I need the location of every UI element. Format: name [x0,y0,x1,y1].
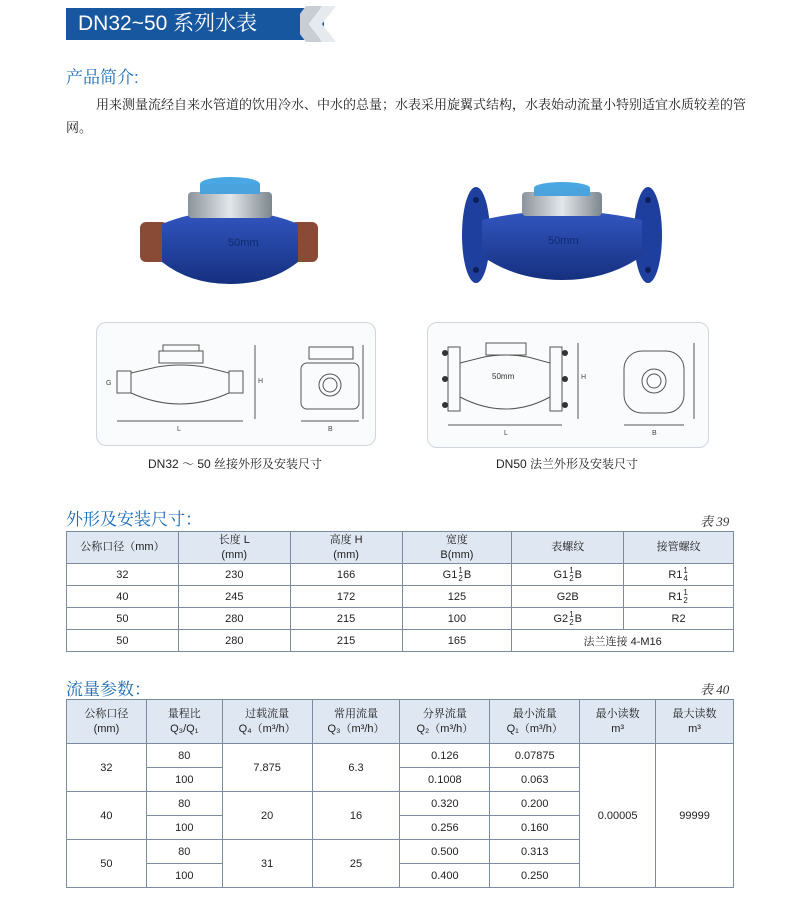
table-cell: 280 [178,630,290,652]
table-cell: 20 [222,792,312,840]
table-cell: 0.1008 [400,768,490,792]
drawing2-dim-H: H [581,374,587,381]
dim-header-length: 长度 L (mm) [178,532,290,564]
table-cell: 0.256 [400,816,490,840]
table-cell: 50 [67,630,179,652]
flow-header-q1: 最小流量 Q₁（m³/h） [490,700,580,744]
table-cell: 100 [146,816,222,840]
table-cell: 0.500 [400,840,490,864]
table-cell: 215 [290,608,402,630]
table-cell: 7.875 [222,744,312,792]
flow-header-dn: 公称口径 (mm) [67,700,147,744]
table-cell: 16 [312,792,400,840]
table-cell: 50 [67,840,147,888]
table-cell: 0.200 [490,792,580,816]
intro-heading: 产品简介: [66,68,139,87]
drawing2-body-label: 50mm [492,372,515,381]
table-cell: 法兰连接 4-M16 [512,630,734,652]
flanged-dimension-drawing [427,322,709,448]
table-cell: 80 [146,792,222,816]
flow-header-q3: 常用流量 Q₃（m³/h） [312,700,400,744]
table-cell: R1 1 2 [624,586,734,608]
table-cell: 31 [222,840,312,888]
table-row [67,608,734,630]
table-cell: G2B [512,586,624,608]
dim-header-width: 宽度 B(mm) [402,532,512,564]
table-cell: 245 [178,586,290,608]
drawing2-caption: DN50 法兰外形及安装尺寸 [495,457,638,471]
drawing2-dim-L: L [504,430,508,437]
threaded-dimension-drawing [96,322,376,446]
table-cell: 165 [402,630,512,652]
table-cell: 172 [290,586,402,608]
table-cell: 80 [146,840,222,864]
flow-header-q2: 分界流量 Q₂（m³/h） [400,700,490,744]
table-row [67,630,734,652]
table-cell: 0.250 [490,864,580,888]
flow-table-number: 表 40 [700,682,730,697]
table-cell: R1 1 4 [624,564,734,586]
dim-header-dn: 公称口径（mm） [67,532,179,564]
flanged-meter-photo [456,180,668,290]
table-cell: 50 [67,608,179,630]
table-cell: 40 [67,586,179,608]
drawing1-dim-H: H [258,378,264,385]
dimensions-table-number: 表 39 [700,514,730,529]
dim-header-pipe-thread: 接管螺纹 [624,532,734,564]
table-cell: 125 [402,586,512,608]
drawing1-dim-B: B [328,426,333,433]
table-cell: 32 [67,564,179,586]
table-cell: 0.400 [400,864,490,888]
flow-header-row [67,700,734,744]
banner-chevron-icon [300,6,340,42]
drawing1-dim-G: G [106,380,112,387]
table-cell: 32 [67,744,147,792]
dimensions-table [66,531,734,652]
drawing1-dim-L: L [177,426,181,433]
table-cell: 99999 [656,744,734,888]
table-cell: G1 1 2 B [402,564,512,586]
table-cell: 100 [402,608,512,630]
flow-header-max-reading: 最大读数 m³ [656,700,734,744]
banner-title: DN32~50 系列水表 [78,12,258,35]
flow-header-q4: 过载流量 Q₄（m³/h） [222,700,312,744]
table-cell: 166 [290,564,402,586]
table-cell: 25 [312,840,400,888]
table-cell: 0.160 [490,816,580,840]
table-row [67,564,734,586]
dimensions-heading: 外形及安装尺寸： [66,510,202,529]
table-cell: 80 [146,744,222,768]
table-cell: 0.063 [490,768,580,792]
flow-header-min-reading: 最小读数 m³ [580,700,656,744]
table-cell: 0.07875 [490,744,580,768]
flow-heading: 流量参数： [66,680,151,699]
dimensions-header-row [67,532,734,564]
table-cell: G1 1 2 B [512,564,624,586]
table-cell: 0.00005 [580,744,656,888]
table-cell: 40 [67,792,147,840]
table-cell: 6.3 [312,744,400,792]
table-cell: 0.320 [400,792,490,816]
threaded-drawing-lines [97,323,375,445]
table-cell: R2 [624,608,734,630]
table-cell: 280 [178,608,290,630]
dim-header-meter-thread: 表螺纹 [512,532,624,564]
table-cell: 100 [146,768,222,792]
meter1-dial-label: 50mm [228,237,259,249]
table-cell: 230 [178,564,290,586]
intro-text: 用来测量流经自来水管道的饮用冷水、中水的总量；水表采用旋翼式结构，水表始动流量小特别适宜水质较差的管网。 [66,97,747,135]
dim-header-height: 高度 H (mm) [290,532,402,564]
threaded-meter-photo [130,172,330,296]
table-cell: 0.313 [490,840,580,864]
table-cell: 0.126 [400,744,490,768]
table-row [67,744,734,768]
table-cell: 215 [290,630,402,652]
flow-table [66,699,734,888]
meter2-dial-label: 50mm [548,235,579,247]
flow-header-ratio: 量程比 Q₃/Q₁ [146,700,222,744]
drawing2-dim-B: B [652,430,657,437]
table-row [67,586,734,608]
page-banner [66,8,324,40]
table-cell: 100 [146,864,222,888]
table-cell: G2 1 2 B [512,608,624,630]
flanged-drawing-lines [428,323,708,447]
drawing1-caption: DN32 ～ 50 丝接外形及安装尺寸 [147,457,323,471]
